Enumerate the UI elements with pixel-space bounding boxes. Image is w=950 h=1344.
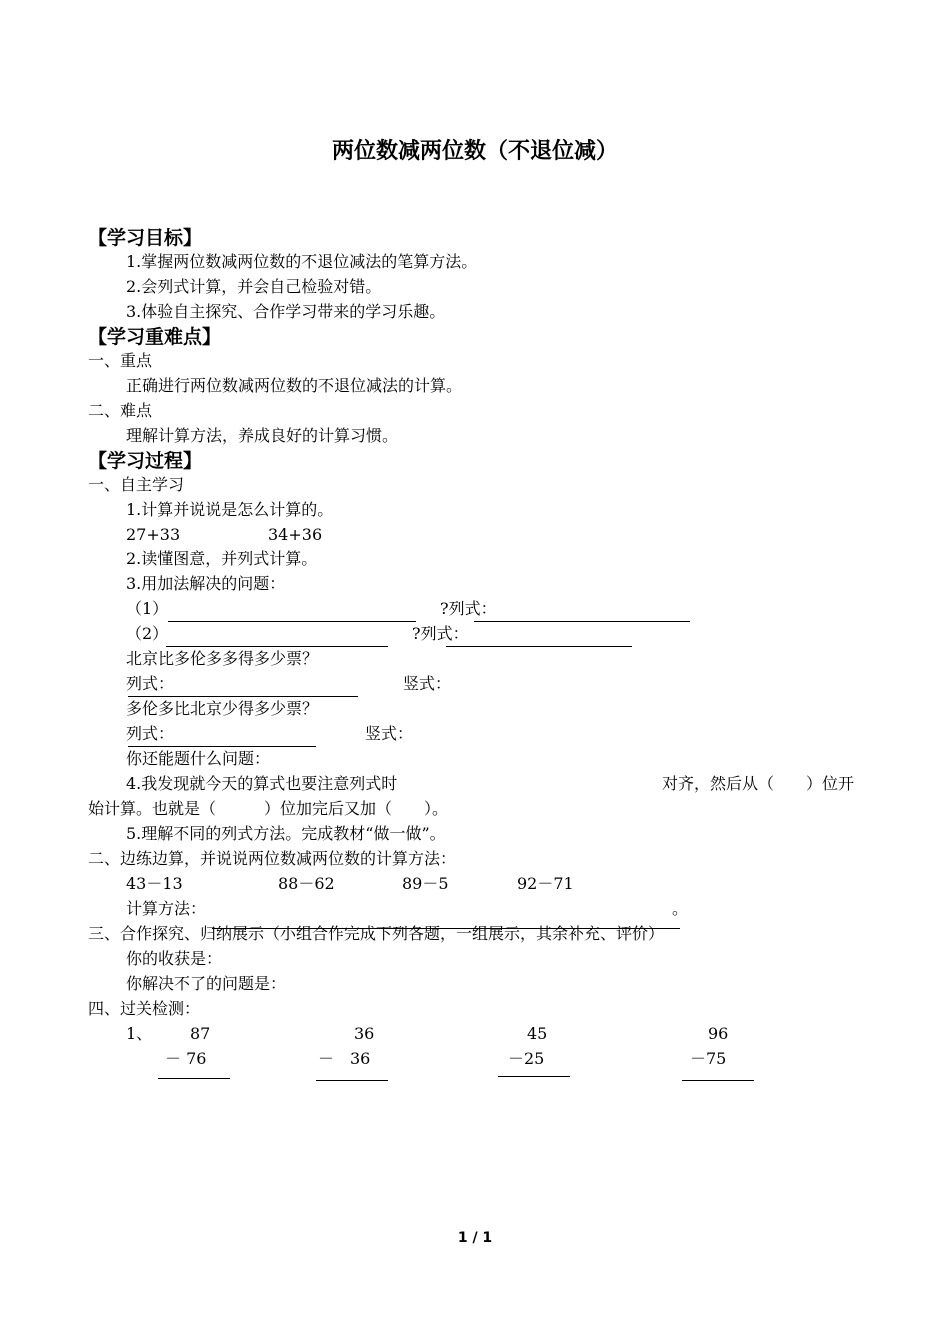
vertical-bottom: － 36: [318, 1049, 371, 1068]
item-4-part-a: 4.我发现就今天的算式也要注意列式时: [126, 774, 398, 793]
item-4-part-b: 对齐，然后从（ ）位开: [662, 774, 855, 793]
method-end: 。: [672, 899, 689, 918]
item-5: 5.理解不同的列式方法。完成教材“做一做”。: [126, 824, 446, 843]
question-1-formula-label: ?列式：: [440, 599, 497, 618]
vertical-top: 36: [354, 1024, 375, 1043]
vertical-bottom: － 76: [165, 1049, 207, 1068]
answer-line: [682, 1080, 754, 1081]
answer-line: [128, 696, 358, 697]
question-1: （1）: [126, 599, 169, 618]
answer-line: [128, 746, 316, 747]
answer-line: [316, 1080, 388, 1081]
s1-item-3: 3.用加法解决的问题：: [126, 574, 286, 593]
vertical-top: 87: [190, 1024, 211, 1043]
section-3-label: 三、合作探究、归纳展示（小组合作完成下列各题，一组展示，其余补充、评价）: [88, 924, 665, 943]
other-question: 你还能题什么问题：: [126, 749, 271, 768]
s1-item-2: 2.读懂图意，并列式计算。: [126, 549, 318, 568]
answer-line: [474, 621, 690, 622]
key-label: 一、重点: [88, 351, 153, 370]
section-4-label: 四、过关检测：: [88, 999, 201, 1018]
s2-expr: 43－13: [126, 874, 183, 893]
s1-expr-2: 34+36: [268, 525, 323, 544]
section-1-label: 一、自主学习: [88, 475, 185, 494]
vertical-top: 96: [708, 1024, 729, 1043]
formula-label: 列式：: [126, 674, 175, 693]
question-2-formula-label: ?列式：: [412, 624, 469, 643]
vertical-label: 竖式：: [403, 674, 452, 693]
answer-line: [446, 646, 632, 647]
answer-line: [168, 621, 416, 622]
answer-line: [166, 646, 388, 647]
answer-line: [498, 1076, 570, 1077]
method-label: 计算方法：: [126, 899, 207, 918]
process-heading: 【学习过程】: [88, 450, 203, 472]
s1-item-1: 1.计算并说说是怎么计算的。: [126, 500, 334, 519]
formula-label-2: 列式：: [126, 724, 175, 743]
s2-expr: 89－5: [402, 874, 449, 893]
item-4-part-c: 始计算。也就是（ ）位加完后又加（ ）。: [88, 799, 449, 818]
question-2: （2）: [126, 624, 169, 643]
s1-expr-1: 27+33: [126, 525, 181, 544]
hard-text: 理解计算方法，养成良好的计算习惯。: [126, 426, 399, 445]
difficulty-heading: 【学习重难点】: [88, 326, 222, 348]
goal-item-2: 2.会列式计算，并会自己检验对错。: [126, 277, 382, 296]
goal-item-1: 1.掌握两位数减两位数的不退位减法的笔算方法。: [126, 252, 478, 271]
page-number: 1 / 1: [457, 1230, 493, 1246]
vertical-top: 45: [527, 1024, 548, 1043]
unsolved-label: 你解决不了的问题是：: [126, 974, 287, 993]
page-title: 两位数减两位数（不退位减）: [331, 139, 618, 164]
vertical-bottom: －25: [508, 1049, 545, 1068]
goal-item-3: 3.体验自主探究、合作学习带来的学习乐趣。: [126, 302, 446, 321]
key-text: 正确进行两位数减两位数的不退位减法的计算。: [126, 376, 463, 395]
answer-line: [158, 1078, 230, 1079]
harvest-label: 你的收获是：: [126, 949, 223, 968]
goals-heading: 【学习目标】: [88, 227, 203, 249]
toronto-question: 多伦多比北京少得多少票？: [126, 699, 319, 718]
s4-number: 1、: [126, 1024, 153, 1043]
s2-expr: 92－71: [517, 874, 574, 893]
vertical-label-2: 竖式：: [365, 724, 414, 743]
s2-expr: 88－62: [278, 874, 335, 893]
beijing-question: 北京比多伦多多得多少票？: [126, 649, 319, 668]
answer-line: [212, 928, 680, 929]
section-2-label: 二、边练边算，并说说两位数减两位数的计算方法：: [88, 849, 457, 868]
hard-label: 二、难点: [88, 401, 153, 420]
vertical-bottom: －75: [690, 1049, 727, 1068]
